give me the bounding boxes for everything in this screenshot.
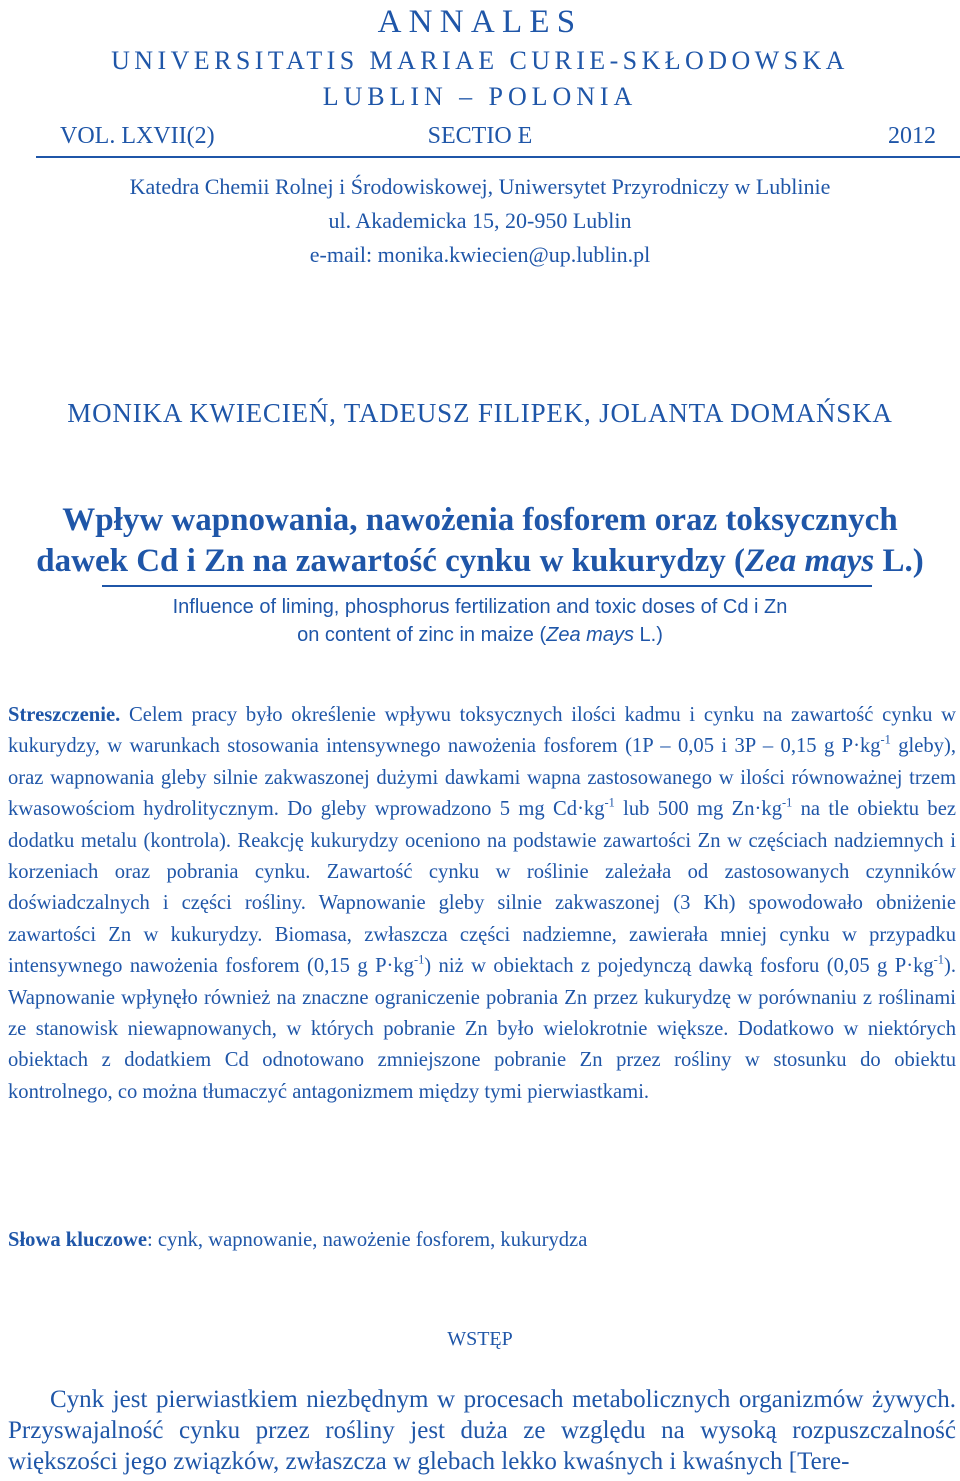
keywords-label: Słowa kluczowe [8,1229,148,1251]
title-polish-line-2: dawek Cd i Zn na zawartość cynku w kukurydzy (Zea mays L.) [36,543,924,579]
species-name: Zea mays [744,543,875,579]
keywords: Słowa kluczowe: cynk, wapnowanie, nawożenie fosforem, kukurydza [8,1229,588,1251]
section-heading: WSTĘP [447,1328,513,1350]
author-list: MONIKA KWIECIEŃ, TADEUSZ FILIPEK, JOLANTA DOMAŃSKA [67,398,893,428]
masthead-rule [36,156,960,158]
volume-number: VOL. LXVII(2) [60,123,215,149]
abstract-label: Streszczenie. [8,704,121,726]
title-english-line-2: on content of zinc in maize (Zea mays L.) [297,624,663,646]
title-rule [102,585,872,587]
journal-university: UNIVERSITATIS MARIAE CURIE-SKŁODOWSKA [111,46,849,75]
affiliation-department: Katedra Chemii Rolnej i Środowiskowej, Uniwersytet Przyrodniczy w Lublinie [129,174,831,199]
journal-city: LUBLIN – POLONIA [322,82,638,111]
species-name-english: Zea mays [546,624,634,646]
affiliation-email: e-mail: monika.kwiecien@up.lublin.pl [309,242,651,267]
intro-paragraph: Cynk jest pierwiastkiem niezbędnym w procesach metabolicznych organizmów żywych. Przyswajalność cynku przez rośliny jest duża ze względu na wysoką rozpuszczalność większości jego związków, zwłaszcza w glebach lekko kwaśnych i kwaśnych [Tere- [8,1386,956,1475]
title-polish-line-1: Wpływ wapnowania, nawożenia fosforem oraz toksycznych [62,502,898,538]
publication-year: 2012 [888,123,936,149]
title-english-line-1: Influence of liming, phosphorus fertilization and toxic doses of Cd i Zn [172,596,788,618]
abstract: Streszczenie. Celem pracy było określenie wpływu toksycznych ilości kadmu i cynku na zawartość cynku w kukurydzy, w warunkach stosowania intensywnego nawożenia fosforem (1P – 0,05 i 3P – 0,15 g $P\cdot kg^{-1}$ gleby), oraz wapnowania gleby silnie zakwaszonej dużymi dawkami wapna zastosowanego w ilości równoważnej trzem kwasowościom hydrolitycznym. Do gleby wprowadzono 5 mg $Cd\cdot kg^{-1}$ lub 500 mg $Zn\cdot kg^{-1}$ na tle obiektu bez dodatku metalu (kontrola). Reakcję kukurydzy oceniono na podstawie zawartości Zn w częściach nadziemnych i korzeniach oraz pobrania cynku. Zawartość cynku w roślinie zależała od zastosowanych czynników doświadczalnych i części rośliny. Wapnowanie gleby silnie zakwaszonej (3 Kh) spowodowało obniżenie zawartości Zn w kukurydzy. Biomasa, zwłaszcza części nadziemne, zawierała mniej cynku w przypadku intensywnego nawożenia fosforem (0,15 g $P\cdot kg^{-1}$) niż w obiektach z pojedynczą dawką fosforu (0,05 g $P\cdot kg^{-1}$). Wapnowanie wpłynęło również na znaczne ograniczenie pobrania Zn przez kukurydzę w porównaniu z roślinami ze stanowisk niewapnowanych, w których pobranie Zn było wielokrotnie większe. Dodatkowo w niektórych obiektach z dodatkiem Cd odnotowano zmniejszone pobranie Zn przez rośliny w stosunku do obiektu kontrolnego, co można tłumaczyć antagonizmem między tymi pierwiastkami. [8,704,956,1103]
journal-title: ANNALES [377,4,583,40]
journal-section: SECTIO E [427,123,533,149]
affiliation-address: ul. Akademicka 15, 20-950 Lublin [328,208,632,233]
